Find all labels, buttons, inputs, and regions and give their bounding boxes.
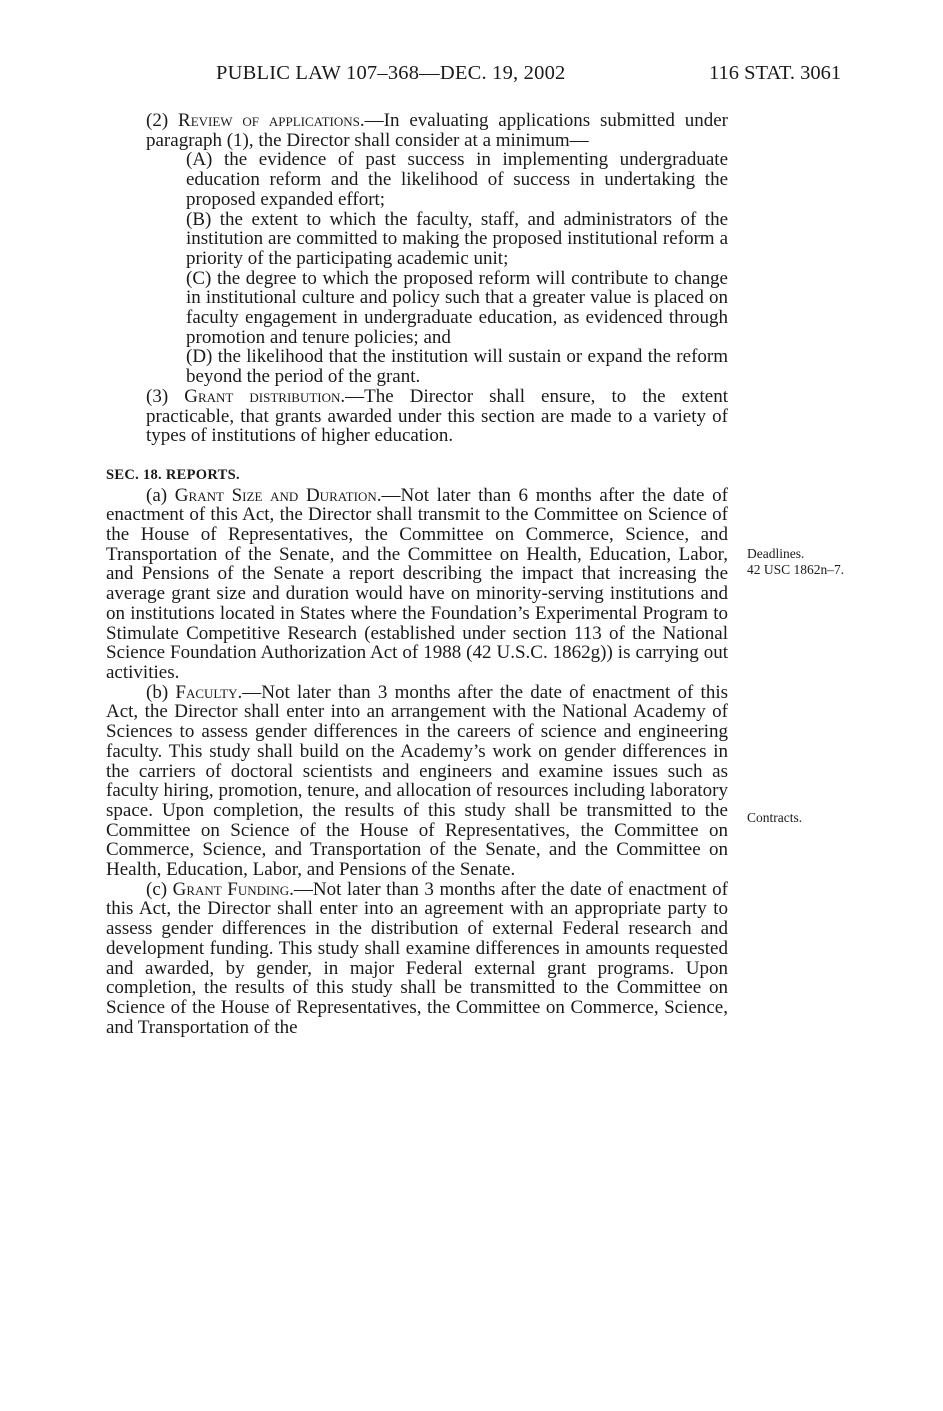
document-body — [106, 111, 728, 1037]
subsection-text: .—Not later than 3 months after the date of enactment of this Act, the Director shall enter into an arrangement with the National Academy of Sciences to assess gender differences in the careers of science and engineering faculty. This study shall build on the Academy’s work on gender differences in the carriers of doctoral scientists and engineers and examine issues such as faculty hiring, promotion, tenure, and allocation of resources including laboratory space. Upon completion, the results of this study shall be transmitted to the Committee on Science of the House of Representatives, the Committee on Commerce, Science, and Transportation of the Senate, and the Committee on Health, Education, Labor, and Pensions of the Senate. — [106, 681, 729, 881]
paragraph-heading: Grant distribution — [184, 385, 341, 407]
subsection-heading: Faculty — [175, 681, 238, 703]
paragraph-text: .—In evaluating applications submitted under paragraph (1), the Director shall consider at a minimum— — [146, 110, 728, 151]
list-item-c: (C) the degree to which the proposed reform will contribute to change in institutional culture and policy such that a greater value is placed on faculty engagement in undergraduate education, as evidenced through promotion and tenure policies; and — [186, 267, 728, 348]
margin-note-usc-citation: 42 USC 1862n–7. — [747, 562, 845, 577]
subsection-grant-size-duration — [106, 486, 728, 683]
margin-note-contracts: Contracts. — [747, 810, 803, 825]
running-header-title: PUBLIC LAW 107–368—DEC. 19, 2002 — [216, 62, 566, 84]
paragraph-text: .—The Director shall ensure, to the extent practicable, that grants awarded under this section are made to a variety of types of institutions of higher education. — [146, 385, 728, 447]
paragraph-number: (2) — [146, 110, 179, 131]
list-item-d: (D) the likelihood that the institution will sustain or expand the reform beyond the period of the grant. — [186, 346, 728, 388]
subsection-text: .—Not later than 3 months after the date of enactment of this Act, the Director shall enter into an agreement with an appropriate party to assess gender differences in the distribution of external Federal research and development funding. This study shall examine differences in amounts requested and awarded, by gender, in major Federal external grant programs. Upon completion, the results of this study shall be transmitted to the Committee on Science of the House of Representatives, the Committee on Commerce, Science, and Transportation of the — [106, 878, 728, 1038]
list-item-b: (B) the extent to which the faculty, staff, and administrators of the institution are committed to making the proposed institutional reform a priority of the participating academic unit; — [186, 208, 728, 269]
paragraph-review-of-applications — [146, 111, 728, 150]
subsection-number: (c) — [146, 878, 173, 900]
paragraph-heading: Review of applications — [178, 110, 360, 131]
subsection-number: (a) — [146, 484, 175, 506]
subsection-number: (b) — [146, 681, 176, 703]
subsection-text: .—Not later than 6 months after the date of enactment of this Act, the Director shall transmit to the Committee on Science of the House of Representatives, the Committee on Commerce, Science, and Transportation of the Senate, and the Committee on Health, Education, Labor, and Pensions of the Senate a report describing the impact that increasing the average grant size and duration would have on minority-serving institutions and on institutions located in States where the Foundation’s Experimental Program to Stimulate Competitive Research (established under section 113 of the National Science Foundation Authorization Act of 1988 (42 U.S.C. 1862g)) is carrying out activities. — [106, 484, 728, 683]
section-heading: SEC. 18. REPORTS. — [106, 466, 240, 483]
subsection-grant-funding — [106, 880, 728, 1038]
subsection-faculty — [106, 683, 728, 880]
subsection-heading: Grant Size and Duration — [174, 484, 377, 506]
list-item-a: (A) the evidence of past success in implementing undergraduate education reform and the likelihood of success in undertaking the proposed expanded effort; — [186, 149, 728, 210]
subsection-heading: Grant Funding — [172, 878, 290, 900]
margin-note-deadlines: Deadlines. — [747, 546, 805, 561]
paragraph-grant-distribution — [146, 387, 728, 446]
statute-page-number: 116 STAT. 3061 — [709, 62, 842, 84]
paragraph-number: (3) — [146, 385, 185, 407]
